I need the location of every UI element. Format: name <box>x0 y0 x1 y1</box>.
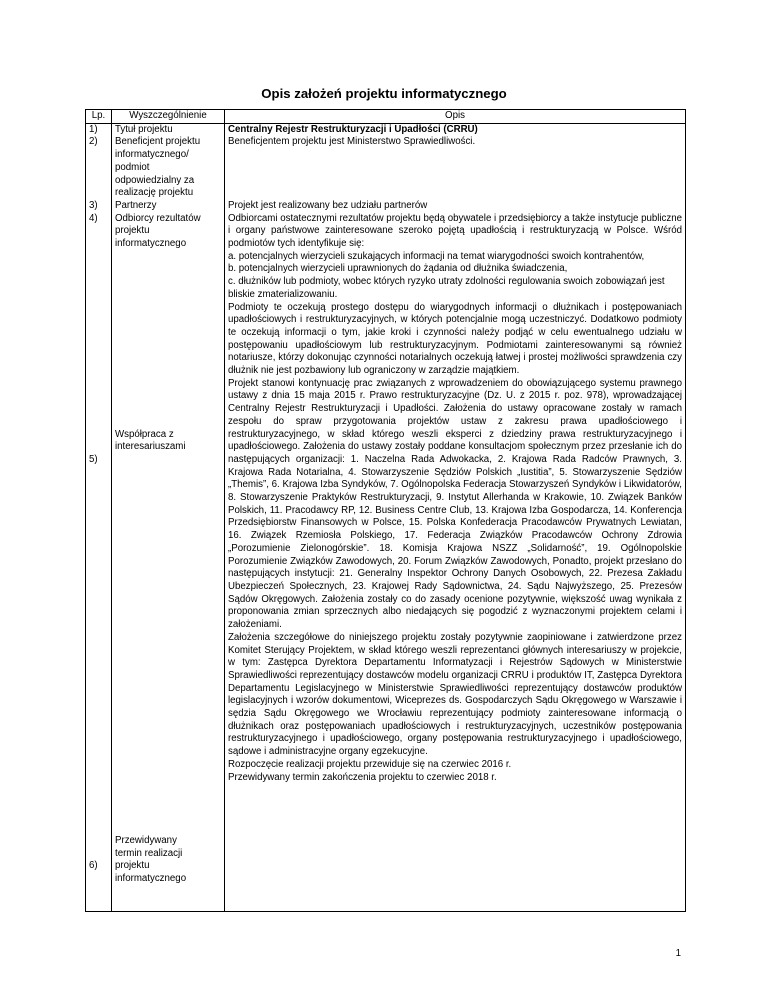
item-title: Tytuł projektu <box>115 123 173 135</box>
list-item <box>228 263 682 276</box>
desc-partners: Projekt jest realizowany bez udziału partnerów <box>228 199 428 211</box>
list-letter: c. <box>228 276 236 288</box>
desc-title: Centralny Rejestr Restrukturyzacji i Upadłości (CRRU) <box>228 123 478 135</box>
item-recipients-2: projektu <box>115 225 150 237</box>
item-schedule-4: informatycznego <box>115 873 187 885</box>
list-item <box>228 251 682 264</box>
table-header-row <box>86 110 686 124</box>
item-cooperation-2: interesariuszami <box>115 441 186 453</box>
desc-spacer <box>228 149 682 200</box>
item-beneficiary-1: Beneficjent projektu <box>115 136 201 148</box>
desc-column <box>225 123 686 911</box>
header-item: Wyszczególnienie <box>112 110 225 124</box>
item-beneficiary-2: informatycznego/ <box>115 149 189 161</box>
item-beneficiary-3: podmiot <box>115 161 150 173</box>
item-beneficiary-5: realizację projektu <box>115 187 194 199</box>
header-lp: Lp. <box>86 110 112 124</box>
list-text: potencjalnych wierzycieli uprawnionych do żądania od dłużnika świadczenia, <box>238 263 568 275</box>
table-row <box>86 123 686 911</box>
header-desc: Opis <box>225 110 686 124</box>
lp-spacer <box>89 225 108 454</box>
item-spacer <box>115 454 221 835</box>
item-cooperation-1: Współpraca z <box>115 428 174 440</box>
page-number: 1 <box>675 948 681 959</box>
item-schedule-1: Przewidywany <box>115 834 177 846</box>
item-spacer <box>115 251 221 429</box>
desc-recipients-outro: Podmioty te oczekują prostego dostępu do wiarygodnych informacji o dłużnikach i postępowaniach upadłościowych i restrukturyzacyjnych, w których potencjalnie mogą uczestniczyć. Dodatkowo podmioty te oczekują informacji o tym, jakie kroki i czynności należy podjąć w celu ewentualnego udziału w postępowaniu upadłościowym lub restrukturyzacyjnym. Podmiotami zainteresowanymi są również notariusze, którzy dokonując czynności notarialnych oczekują łatwej i prostej możliwości sprawdzenia czy dłużnik nie jest pozbawiony lub ograniczony w zarządzie majątkiem. <box>228 301 682 377</box>
item-column <box>112 123 225 911</box>
desc-schedule-end: Przewidywany termin zakończenia projektu to czerwiec 2018 r. <box>228 771 497 783</box>
lp-5: 5) <box>89 453 98 465</box>
page-title: Opis założeń projektu informatycznego <box>261 86 507 101</box>
desc-beneficiary: Beneficjentem projektu jest Ministerstwo Sprawiedliwości. <box>228 136 476 148</box>
list-letter: a. <box>228 250 237 262</box>
list-item <box>228 276 682 301</box>
list-text: dłużników lub podmioty, wobec których ryzyko utraty zdolności regulowania swoich zobowiązań jest bliskie zmaterializowaniu. <box>228 276 665 300</box>
desc-schedule-start: Rozpoczęcie realizacji projektu przewiduje się na czerwiec 2016 r. <box>228 758 512 770</box>
item-recipients-3: informatycznego <box>115 238 187 250</box>
lp-2: 2) <box>89 136 98 148</box>
list-text: potencjalnych wierzycieli szukających informacji na temat wiarygodności swoich kontrahentów, <box>238 250 645 262</box>
lp-3: 3) <box>89 199 98 211</box>
item-recipients-1: Odbiorcy rezultatów <box>115 212 201 224</box>
project-description-table <box>85 109 686 912</box>
item-beneficiary-4: odpowiedzialny za <box>115 174 195 186</box>
lp-spacer <box>89 873 108 911</box>
lp-6: 6) <box>89 860 98 872</box>
lp-spacer <box>89 149 108 200</box>
lp-1: 1) <box>89 123 98 135</box>
list-letter: b. <box>228 263 237 275</box>
lp-spacer <box>89 467 108 861</box>
lp-column <box>86 123 112 911</box>
item-partners: Partnerzy <box>115 199 157 211</box>
lp-4: 4) <box>89 212 98 224</box>
desc-cooperation-p1: Projekt stanowi kontynuację prac związanych z wprowadzeniem do obowiązującego systemu prawnego ustawy z dnia 15 maja 2015 r. Prawo restrukturyzacyjne (Dz. U. z 2015 r. poz. 978), wprowadzającej Centralny Rejestr Restrukturyzacji i Upadłości. Założenia do ustawy opracowane zostały w ramach zespołu do spraw przygotowania projektów ustaw z zakresu prawa upadłościowego i restrukturyzacyjnego, w skład którego weszli eksperci z dziedziny prawa restrukturyzacyjnego i upadłościowego. Założenia do ustawy zostały poddane konsultacjom społecznym przez przesłanie ich do następujących organizacji: 1. Naczelna Rada Adwokacka, 2. Krajowa Rada Radców Prawnych, 3. Krajowa Rada Notarialna, 4. Stowarzyszenie Sędziów Polskich „Iustitia”, 5. Stowarzyszenie Sędziów „Themis”, 6. Krajowa Izba Syndyków, 7. Ogólnopolska Federacja Stowarzyszeń Syndyków i Likwidatorów, 8. Stowarzyszenie Praktyków Restrukturyzacji, 9. Instytut Allerhanda w Krakowie, 10. Związek Banków Polskich, 11. Pracodawcy RP, 12. Business Centre Club, 13. Krajowa Izba Gospodarcza, 14. Konferencja Przedsiębiorstw Finansowych w Polsce, 15. Polska Konfederacja Pracodawców Prywatnych Lewiatan, 16. Związek Rzemiosła Polskiego, 17. Federacja Związków Pracodawców Ochrony Zdrowia „Porozumienie Zielonogórskie”. 18. Komisja Krajowa NSZZ „Solidarność”, 19. Ogólnopolskie Porozumienie Związków Zawodowych, 20. Forum Związków Zawodowych, Ponadto, projekt przesłano do następujących instytucji: 21. Generalny Inspektor Ochrony Danych Osobowych, 22. Prezesa Zakładu Ubezpieczeń Społecznych, 23. Krajowej Rady Sądownictwa, 24. Sądu Najwyższego, 25. Prezesów Sądów Okręgowych. Założenia zostały co do zasady ocenione pozytywnie, większość uwag wynikała z proponowania zmian sprzecznych albo niedających się pogodzić z wyznaczonymi projektem celami i założeniami. <box>228 377 682 631</box>
desc-cooperation-p2: Założenia szczegółowe do niniejszego projektu zostały pozytywnie zaopiniowane i zatwierdzone przez Komitet Sterujący Projektem, w skład którego weszli reprezentanci głównych interesariuszy w projekcie, w tym: Zastępca Dyrektora Departamentu Informatyzacji i Rejestrów Sądowych w Ministerstwie Sprawiedliwości reprezentujący dostawców modelu organizacji CRRU i produktów IT, Zastępca Dyrektora Departamentu Legislacyjnego w Ministerstwie Sprawiedliwości reprezentujący dostawców produktów legislacyjnych i wzorów dokumentowi, Wiceprezes ds. Gospodarczych Sądu Okręgowego w Warszawie i sędzia Sądu Okręgowego we Wrocławiu reprezentujący podmioty zainteresowane informacją o dłużnikach oraz postępowaniach upadłościowych i restrukturyzacyjnych, uczestników postępowania restrukturyzacyjnego i upadłościowego, organy postępowania restrukturyzacyjnego i upadłościowego, sądowe i administracyjne organy egzekucyjne. <box>228 631 682 758</box>
desc-recipients-intro: Odbiorcami ostatecznymi rezultatów projektu będą obywatele i przedsiębiorcy a także instytucje publiczne i organy państwowe zainteresowane szeroko pojętą upadłością i restrukturyzacją w Polsce. Wśród podmiotów tych identyfikuje się: <box>228 212 682 250</box>
item-schedule-2: termin realizacji <box>115 847 183 859</box>
item-schedule-3: projektu <box>115 860 150 872</box>
